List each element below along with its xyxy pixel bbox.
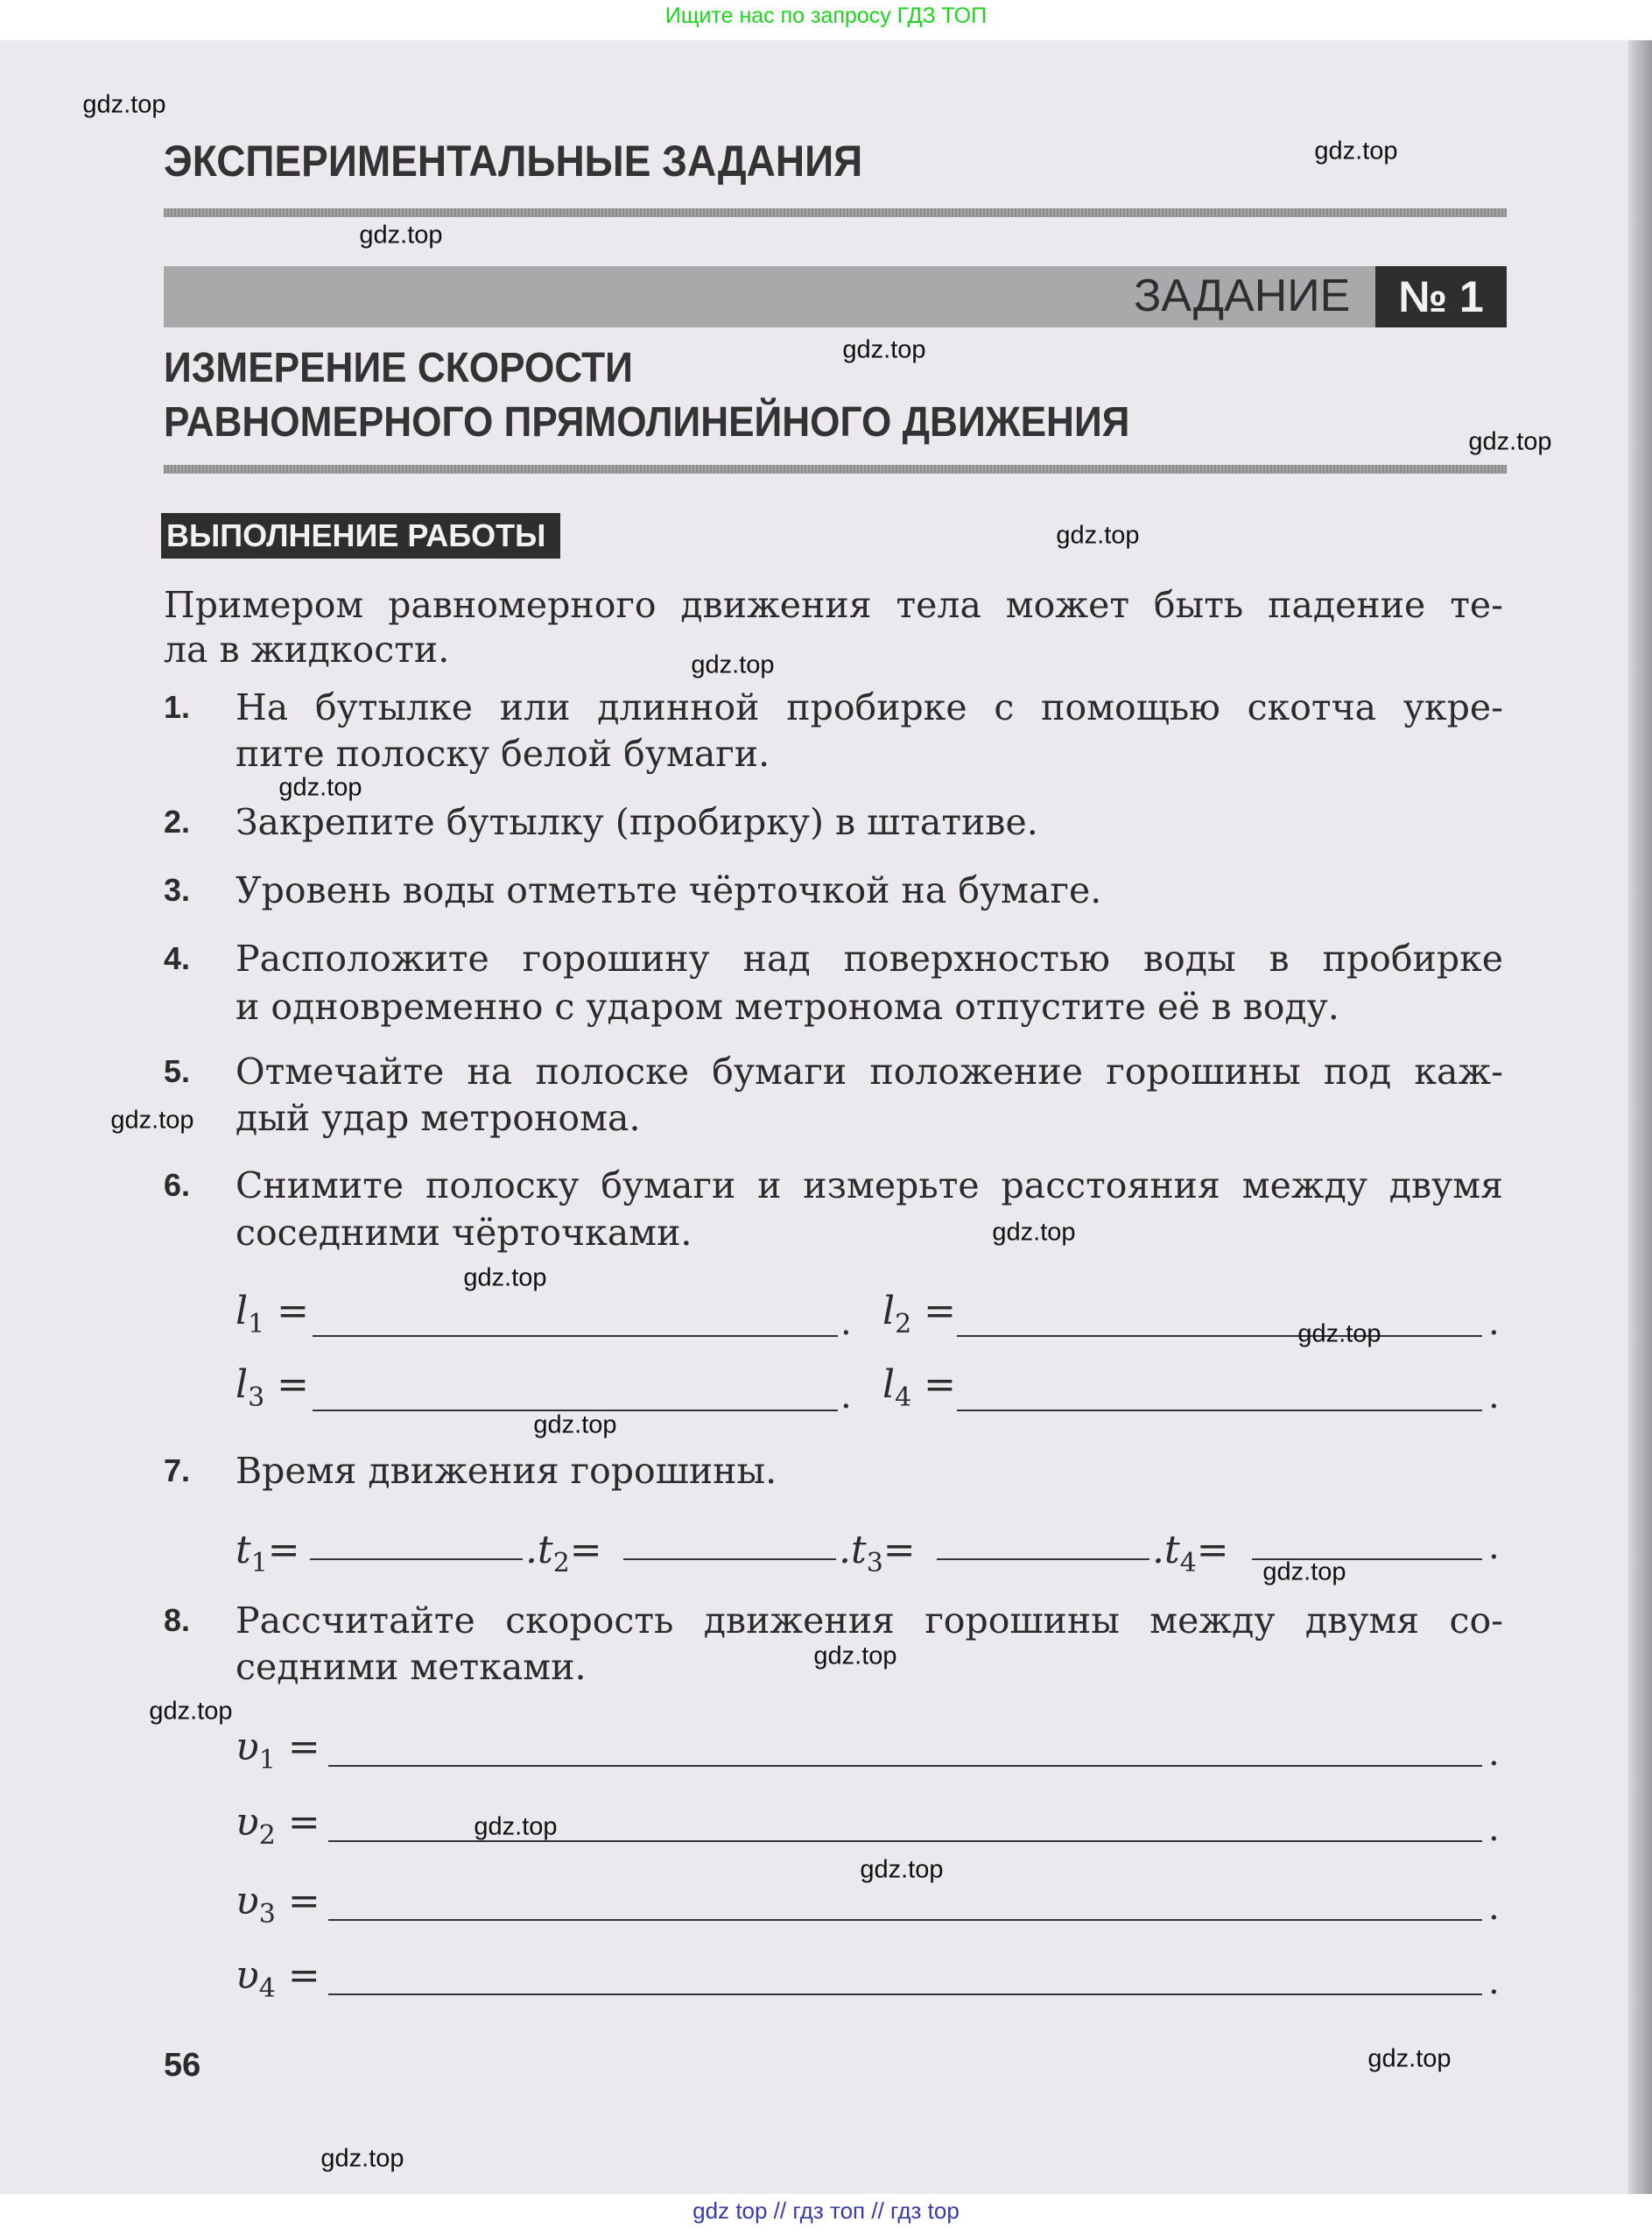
punct: .: [1488, 1376, 1500, 1417]
watermark: gdz.top: [1468, 427, 1552, 456]
t4-label: $.t_4=$: [1152, 1528, 1229, 1579]
t2-label: $.t_2=$: [525, 1528, 602, 1579]
l3-label: $l_3$ =: [235, 1362, 310, 1413]
punct: .: [840, 1376, 852, 1417]
watermark: gdz.top: [463, 1263, 547, 1292]
punct: .: [1488, 1527, 1500, 1567]
step-number: 3.: [164, 872, 191, 908]
t3-field[interactable]: [937, 1558, 1149, 1560]
step-text: соседними чёрточками.: [235, 1212, 692, 1254]
watermark: gdz.top: [359, 221, 443, 250]
step-text: Снимите полоску бумаги и измерьте расстояния между двумя: [235, 1164, 1503, 1206]
intro-line: ла в жидкости.: [164, 629, 450, 671]
step-text: Отмечайте на полоске бумаги положение горошины под каж-: [235, 1051, 1503, 1093]
watermark: gdz.top: [860, 1855, 944, 1884]
l1-field[interactable]: [313, 1335, 838, 1337]
t2-field[interactable]: [623, 1558, 836, 1560]
v3-field[interactable]: [328, 1919, 1482, 1921]
step-number: 2.: [164, 804, 191, 840]
l1-label: $l_1$ =: [235, 1289, 310, 1339]
step-number: 8.: [164, 1602, 191, 1638]
punct: .: [1488, 1303, 1500, 1343]
step-text: Время движения горошины.: [235, 1450, 777, 1492]
step-text: дый удар метронома.: [235, 1097, 641, 1139]
step-text: пите полоску белой бумаги.: [235, 733, 770, 775]
page-edge: [1628, 40, 1652, 2194]
watermark: gdz.top: [533, 1410, 617, 1439]
step-number: 4.: [164, 940, 191, 976]
watermark: gdz.top: [149, 1697, 233, 1726]
l2-label: $l_2$ =: [882, 1289, 957, 1339]
l2-field[interactable]: [957, 1335, 1482, 1337]
t1-label: $t_1=$: [235, 1528, 300, 1579]
page-number: 56: [164, 2047, 201, 2084]
punct: .: [1488, 1809, 1500, 1849]
step-number: 6.: [164, 1167, 191, 1203]
watermark: gdz.top: [992, 1218, 1076, 1247]
watermark: gdz.top: [842, 335, 926, 364]
step-number: 5.: [164, 1053, 191, 1089]
step-text: На бутылке или длинной пробирке с помощью скотча укре-: [235, 686, 1503, 728]
task-title-line1: ИЗМЕРЕНИЕ СКОРОСТИ: [164, 345, 633, 391]
t3-label: $.t_3=$: [839, 1528, 916, 1579]
v1-field[interactable]: [328, 1765, 1482, 1767]
t1-field[interactable]: [310, 1558, 523, 1560]
step-number: 7.: [164, 1452, 191, 1488]
watermark: gdz.top: [110, 1106, 194, 1135]
task-number: № 1: [1375, 266, 1507, 327]
task-label: ЗАДАНИЕ: [1134, 271, 1351, 321]
step-text: Рассчитайте скорость движения горошины между двумя со-: [235, 1600, 1503, 1642]
watermark: gdz.top: [691, 650, 775, 679]
step-text: Уровень воды отметьте чёрточкой на бумаге.: [235, 869, 1102, 911]
divider: [164, 465, 1507, 474]
v4-label: $\upsilon_4$ =: [235, 1953, 320, 2004]
l4-label: $l_4$ =: [882, 1362, 957, 1413]
step-text: и одновременно с ударом метронома отпустите её в воду.: [235, 986, 1339, 1028]
watermark: gdz.top: [1056, 521, 1140, 550]
punct: .: [840, 1303, 852, 1343]
intro-line: Примером равномерного движения тела может быть падение те-: [164, 584, 1503, 626]
footer-links[interactable]: gdz top // гдз топ // гдз top: [692, 2197, 960, 2224]
task-title-line2: РАВНОМЕРНОГО ПРЯМОЛИНЕЙНОГО ДВИЖЕНИЯ: [164, 399, 1130, 446]
search-banner[interactable]: Ищите нас по запросу ГДЗ ТОП: [664, 4, 988, 28]
step-number: 1.: [164, 689, 191, 725]
v2-label: $\upsilon_2$ =: [235, 1800, 320, 1851]
divider: [164, 208, 1507, 217]
watermark: gdz.top: [1367, 2044, 1452, 2073]
l4-field[interactable]: [957, 1410, 1482, 1411]
watermark: gdz.top: [320, 2144, 404, 2173]
step-text: Закрепите бутылку (пробирку) в штативе.: [235, 801, 1038, 843]
section-title: ЭКСПЕРИМЕНТАЛЬНЫЕ ЗАДАНИЯ: [164, 137, 863, 186]
v3-label: $\upsilon_3$ =: [235, 1879, 320, 1930]
watermark: gdz.top: [82, 90, 166, 119]
watermark: gdz.top: [1297, 1319, 1381, 1348]
step-text: Расположите горошину над поверхностью воды в пробирке: [235, 938, 1503, 980]
watermark: gdz.top: [1262, 1557, 1346, 1586]
work-label: ВЫПОЛНЕНИЕ РАБОТЫ: [161, 513, 560, 559]
punct: .: [1488, 1962, 1500, 2002]
v4-field[interactable]: [328, 1993, 1482, 1995]
v1-label: $\upsilon_1$ =: [235, 1725, 320, 1775]
watermark: gdz.top: [1314, 137, 1398, 165]
watermark: gdz.top: [813, 1642, 897, 1670]
watermark: gdz.top: [278, 773, 362, 802]
watermark: gdz.top: [474, 1812, 558, 1841]
punct: .: [1488, 1733, 1500, 1774]
step-text: седними метками.: [235, 1646, 587, 1688]
punct: .: [1488, 1888, 1500, 1928]
